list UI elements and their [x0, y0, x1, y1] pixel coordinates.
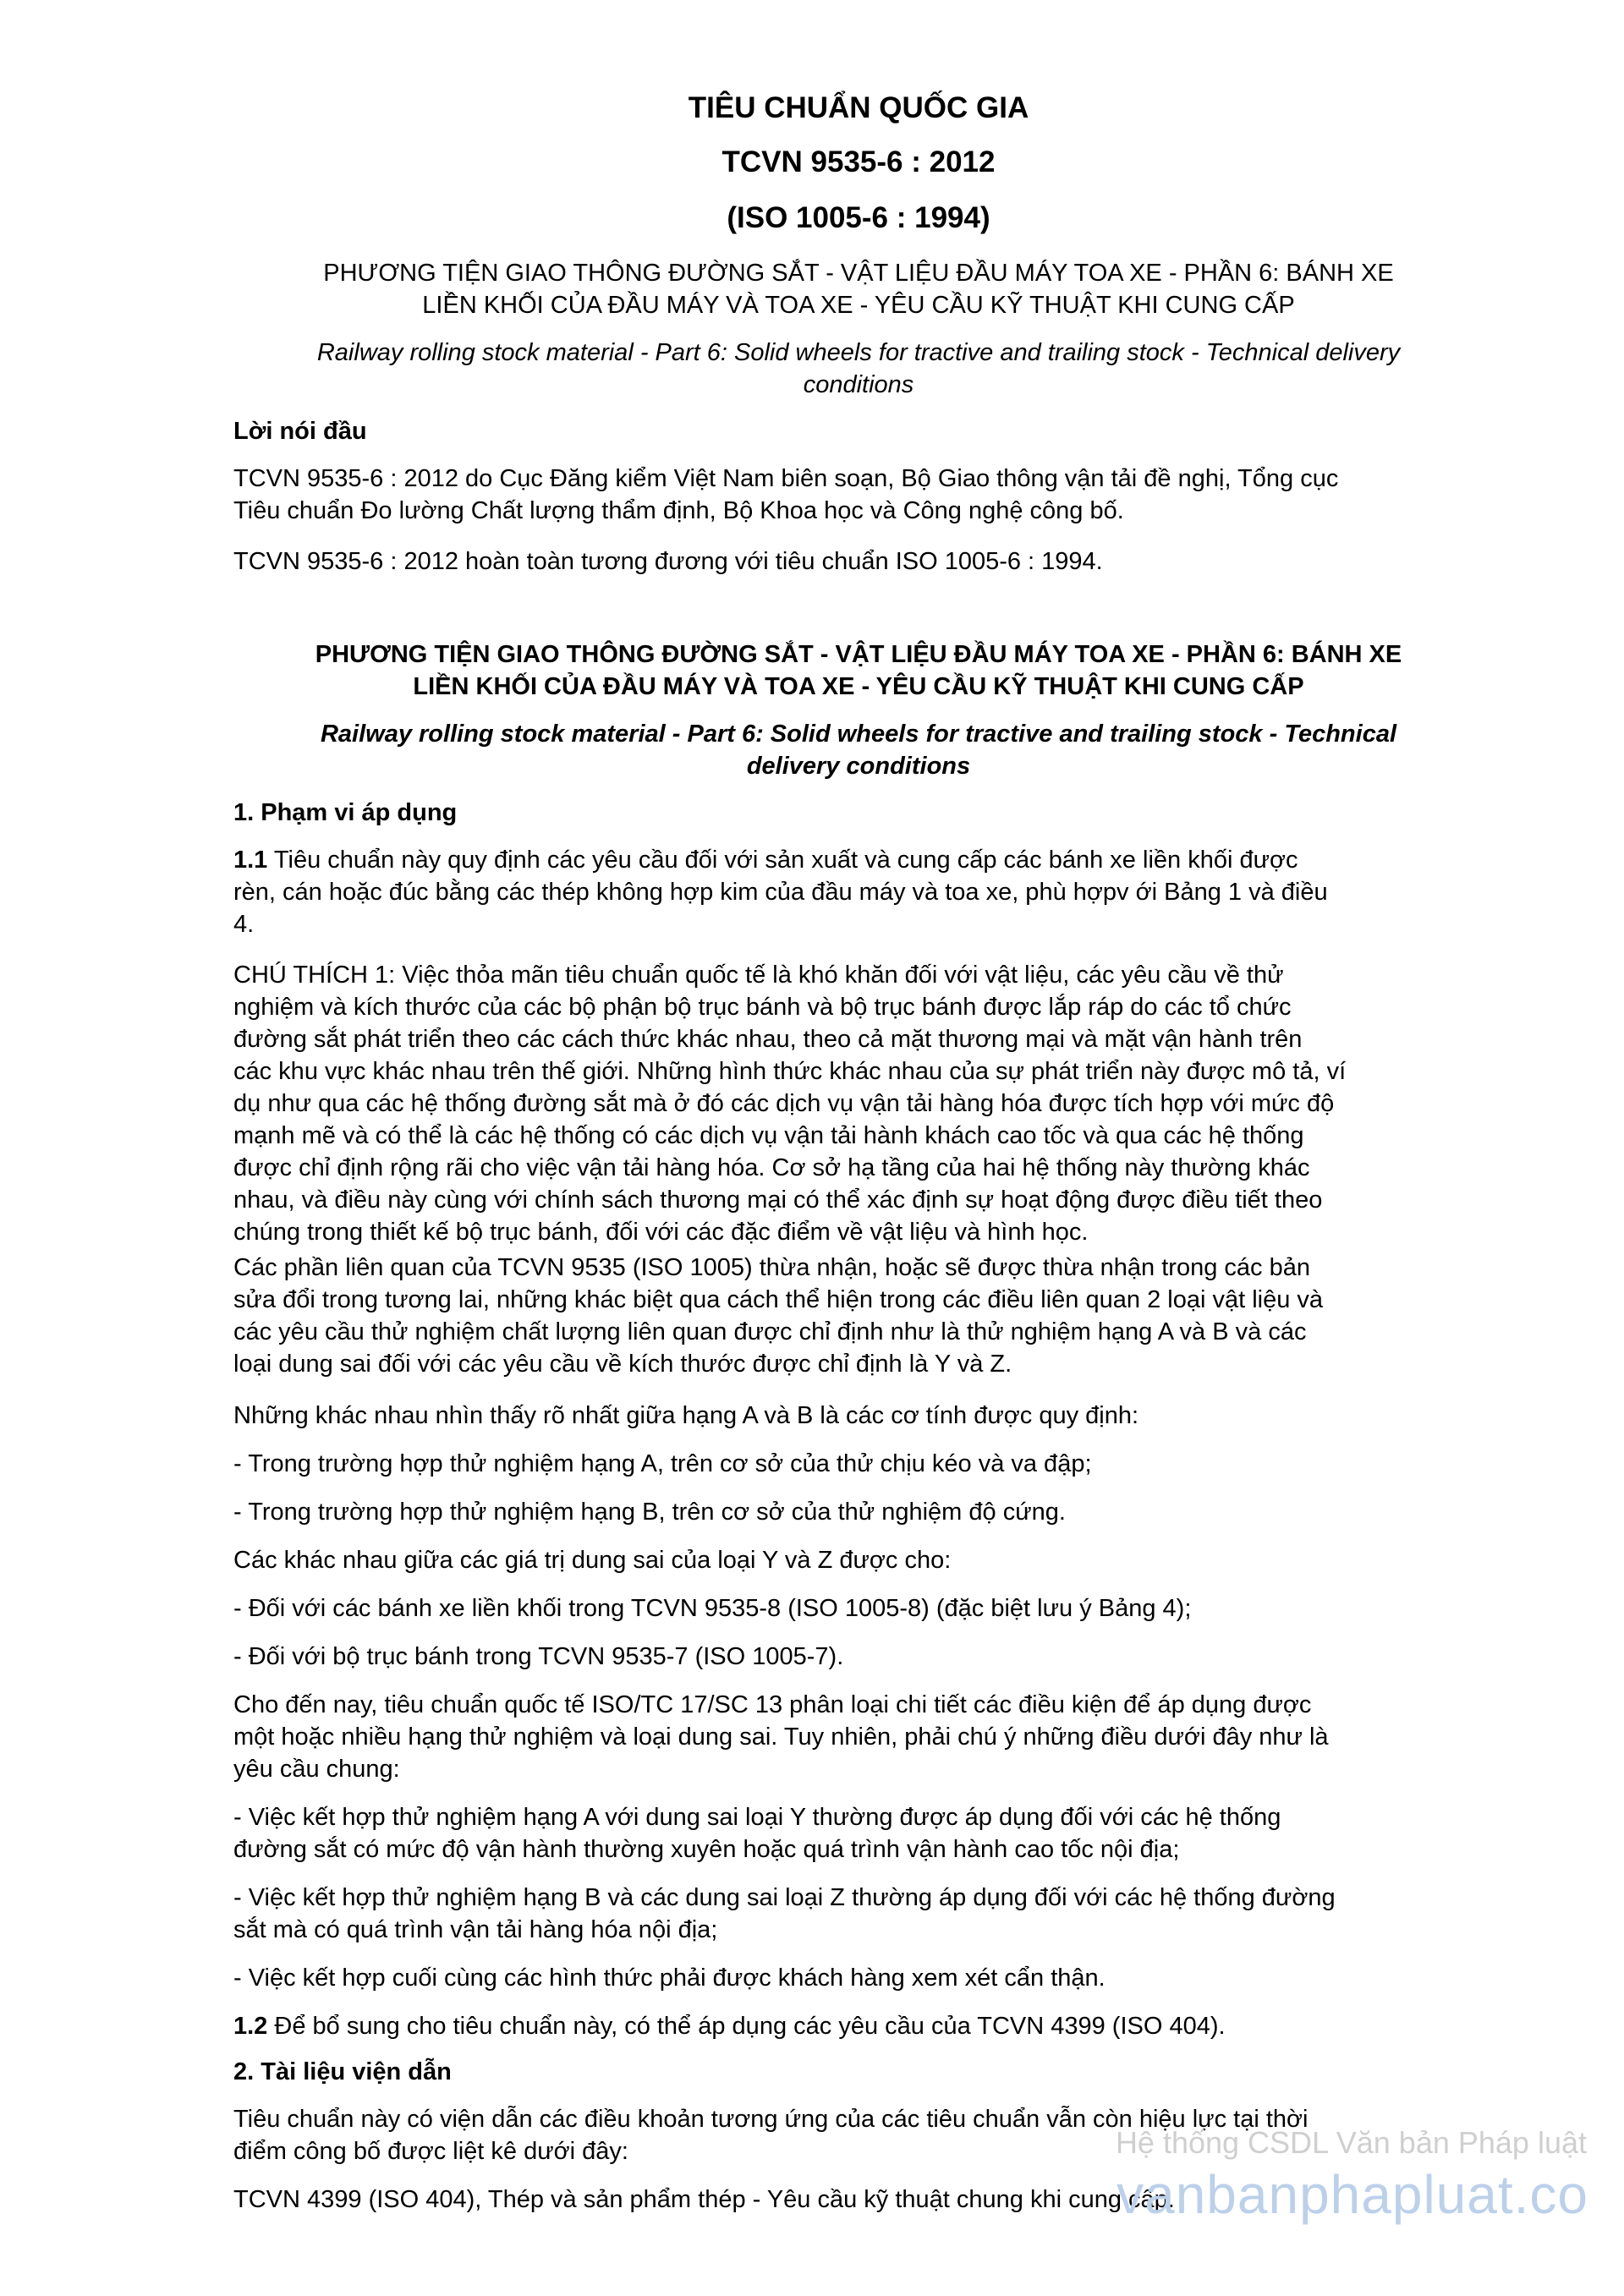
document-page: [233, 0, 1484, 2296]
differences-paragraph: Những khác nhau nhìn thấy rõ nhất giữa hạng A và B là các cơ tính được quy định:: [233, 1402, 1139, 1429]
clause-1-2-number: 1.2: [233, 2013, 268, 2040]
body-title-en-line-1: Railway rolling stock material - Part 6: Solid wheels for tractive and trailing stock - Technical: [320, 721, 1397, 748]
note-1: CHÚ THÍCH 1: Việc thỏa mãn tiêu chuẩn quốc tế là khó khăn đối với vật liệu, các yêu cầu về thử nghiệm và kích thước của các bộ phận bộ trục bánh và bộ trục bánh được lắp ráp do các tổ chức đường sắt phát triển theo các cách thức khác nhau, theo cả mặt thương mại và mặt vận hành trên các khu vực khác nhau trên thế giới. Những hình thức khác nhau của sự phát triển này được mô tả, ví dụ như qua các hệ thống đường sắt mà ở đó các dịch vụ vận tải hàng hóa được tích hợp với mức độ mạnh mẽ và có thể là các hệ thống có các dịch vụ vận tải hành khách cao tốc và qua các hệ thống được chỉ định rộng rãi cho việc vận tải hàng hóa. Cơ sở hạ tầng của hai hệ thống này thường khác nhau, và điều này cùng với chính sách thương mại có thể xác định sự hoạt động được điều tiết theo chúng trong thiết kế bộ trục bánh, đối với các đặc điểm về vật liệu và hình học.: [233, 962, 1347, 1246]
bullet-b-z: - Việc kết hợp thử nghiệm hạng B và các dung sai loại Z thường áp dụng đối với các hệ thống đường sắt mà có quá trình vận tải hàng hóa nội địa;: [233, 1884, 1336, 1943]
bullet-class-a: - Trong trường hợp thử nghiệm hạng A, trên cơ sở của thử chịu kéo và va đập;: [233, 1450, 1092, 1477]
tolerance-paragraph: Các khác nhau giữa các giá trị dung sai của loại Y và Z được cho:: [233, 1547, 952, 1574]
document-title: TIÊU CHUẨN QUỐC GIA: [688, 91, 1029, 124]
iso-reference: (ISO 1005-6 : 1994): [727, 201, 990, 234]
en-title-line-2: conditions: [803, 371, 914, 398]
standard-code: TCVN 9535-6 : 2012: [721, 145, 996, 178]
bullet-a-y: - Việc kết hợp thử nghiệm hạng A với dung sai loại Y thường được áp dụng đối với các hệ thống đường sắt có mức độ vận hành thường xuyên hoặc quá trình vận hành cao tốc nội địa;: [233, 1804, 1281, 1863]
references-paragraph: Tiêu chuẩn này có viện dẫn các điều khoản tương ứng của các tiêu chuẩn vẫn còn hiệu lực tại thời điểm công bố được liệt kê dưới đây:: [233, 2106, 1309, 2165]
body-title-vn-line-1: PHƯƠNG TIỆN GIAO THÔNG ĐƯỜNG SẮT - VẬT LIỆU ĐẦU MÁY TOA XE - PHẦN 6: BÁNH XE: [315, 641, 1402, 668]
bullet-part-8: - Đối với các bánh xe liền khối trong TCVN 9535-8 (ISO 1005-8) (đặc biệt lưu ý Bảng 4);: [233, 1595, 1192, 1622]
vn-title-line-2: LIỀN KHỐI CỦA ĐẦU MÁY VÀ TOA XE - YÊU CẦU KỸ THUẬT KHI CUNG CẤP: [422, 292, 1295, 319]
bullet-part-7: - Đối với bộ trục bánh trong TCVN 9535-7 (ISO 1005-7).: [233, 1643, 844, 1670]
bullet-class-b: - Trong trường hợp thử nghiệm hạng B, trên cơ sở của thử nghiệm độ cứng.: [233, 1499, 1066, 1526]
clause-1-2-text: Để bổ sung cho tiêu chuẩn này, có thể áp dụng các yêu cầu của TCVN 4399 (ISO 404).: [267, 2013, 1226, 2040]
foreword-heading: Lời nói đầu: [233, 418, 367, 445]
so-far-paragraph: Cho đến nay, tiêu chuẩn quốc tế ISO/TC 17/SC 13 phân loại chi tiết các điều kiện để áp dụng được một hoặc nhiều hạng thử nghiệm và loại dung sai. Tuy nhiên, phải chú ý những điều dưới đây như là yêu cầu chung:: [233, 1691, 1329, 1783]
vn-title-line-1: PHƯƠNG TIỆN GIAO THÔNG ĐƯỜNG SẮT - VẬT LIỆU ĐẦU MÁY TOA XE - PHẦN 6: BÁNH XE: [323, 260, 1394, 287]
bullet-final: - Việc kết hợp cuối cùng các hình thức phải được khách hàng xem xét cẩn thận.: [233, 1964, 1106, 1992]
clause-1-1-number: 1.1: [233, 847, 268, 874]
foreword-paragraph-1: TCVN 9535-6 : 2012 do Cục Đăng kiểm Việt Nam biên soạn, Bộ Giao thông vận tải đề nghị, Tổng cục Tiêu chuẩn Đo lường Chất lượng thẩm định, Bộ Khoa học và Công nghệ công bố.: [233, 465, 1339, 524]
watermark-system-text: Hệ thống CSDL Văn bản Pháp luật: [1115, 2125, 1587, 2160]
reference-tcvn-4399: TCVN 4399 (ISO 404), Thép và sản phẩm thép - Yêu cầu kỹ thuật chung khi cung cấp.: [233, 2186, 1175, 2213]
clause-1-1-text: Tiêu chuẩn này quy định các yêu cầu đối với sản xuất và cung cấp các bánh xe liền khối được rèn, cán hoặc đúc bằng các thép không hợp kim của đầu máy và toa xe, phù hợpv ới Bảng 1 và điều 4.: [233, 847, 1328, 938]
clause-1-1: [233, 844, 1484, 940]
foreword-paragraph-2: TCVN 9535-6 : 2012 hoàn toàn tương đương với tiêu chuẩn ISO 1005-6 : 1994.: [233, 548, 1103, 575]
section-2-heading: 2. Tài liệu viện dẫn: [233, 2058, 452, 2085]
parts-paragraph: Các phần liên quan của TCVN 9535 (ISO 1005) thừa nhận, hoặc sẽ được thừa nhận trong các bản sửa đổi trong tương lai, những khác biệt qua cách thể hiện trong các điều liên quan 2 loại vật liệu và các yêu cầu thử nghiệm chất lượng liên quan được chỉ định như là thử nghiệm hạng A và B và các loại dung sai đối với các yêu cầu về kích thước được chỉ định là Y và Z.: [233, 1254, 1324, 1378]
section-1-heading: 1. Phạm vi áp dụng: [233, 799, 458, 826]
watermark-site-link[interactable]: vanbanphapluat.co: [1116, 2164, 1588, 2225]
clause-1-2: [233, 2010, 1484, 2042]
body-title-en-line-2: delivery conditions: [746, 753, 971, 780]
body-title-vn-line-2: LIỀN KHỐI CỦA ĐẦU MÁY VÀ TOA XE - YÊU CẦU KỸ THUẬT KHI CUNG CẤP: [413, 673, 1304, 700]
en-title-line-1: Railway rolling stock material - Part 6: Solid wheels for tractive and trailing stock - Technical delivery: [316, 339, 1401, 366]
